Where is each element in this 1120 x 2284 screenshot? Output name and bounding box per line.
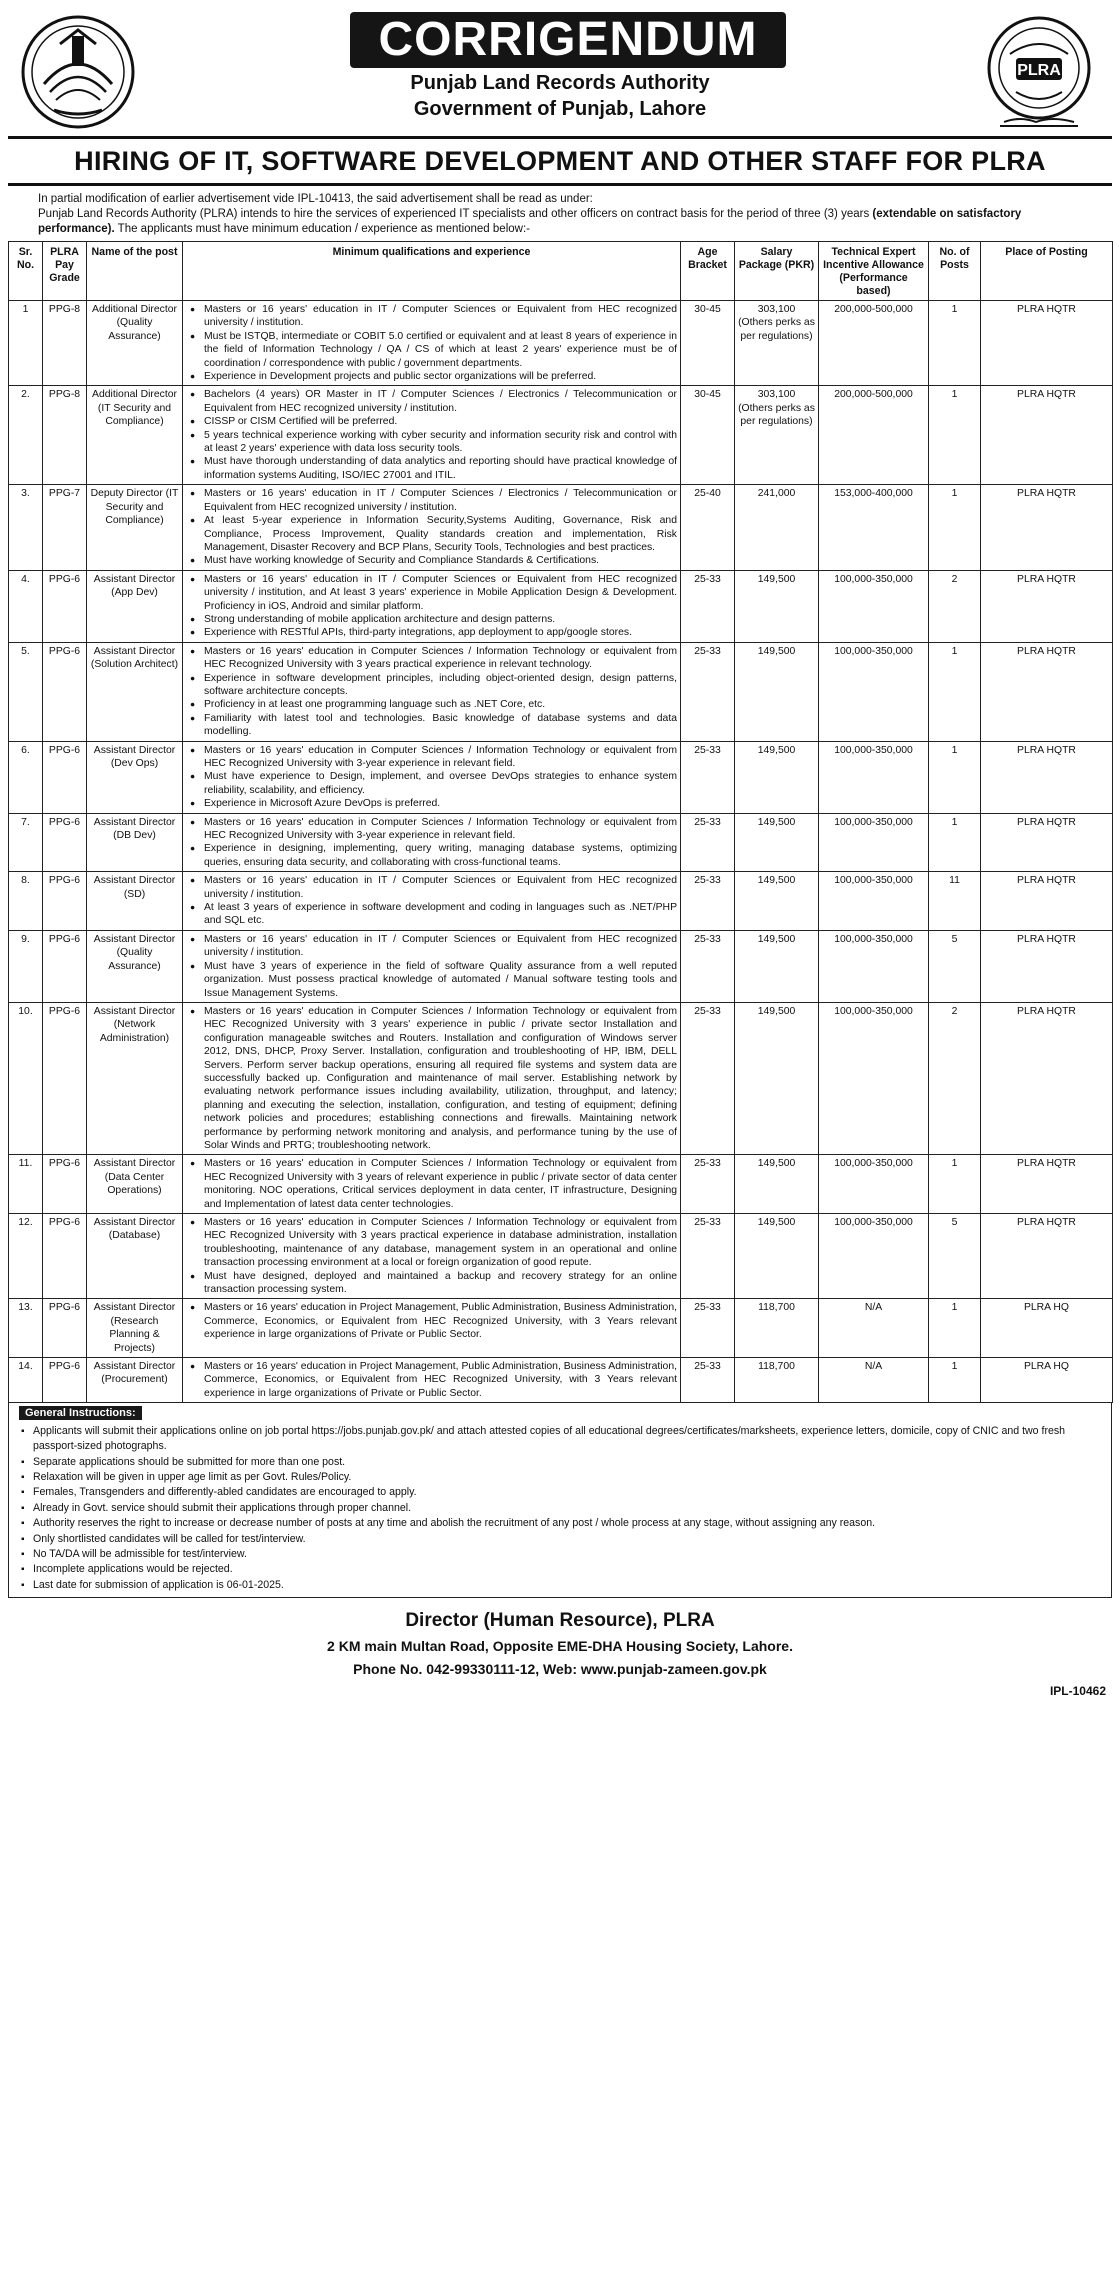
incentive-allowance: 100,000-350,000	[819, 813, 929, 872]
table-row	[9, 872, 1113, 931]
table-row	[9, 1155, 1113, 1214]
number-of-posts: 1	[929, 386, 981, 485]
incentive-allowance: 153,000-400,000	[819, 485, 929, 570]
age-bracket: 30-45	[681, 386, 735, 485]
salary-note: (Others perks as per regulations)	[738, 402, 815, 428]
qualification-item: ● Proficiency in at least one programming language such as .NET Core, etc.	[204, 698, 677, 711]
qualifications	[183, 1214, 681, 1299]
incentive-allowance: 100,000-350,000	[819, 741, 929, 813]
pay-grade: PPG-6	[43, 1358, 87, 1403]
salary-package	[735, 741, 819, 813]
salary-value: 149,500	[757, 744, 796, 756]
post-name: Assistant Director (DB Dev)	[87, 813, 183, 872]
instruction-item: ▪ Applicants will submit their applications online on job portal https://jobs.punjab.gov.pk/ and attach attested copies of all educational degrees/certificates/marksheets, experience letters, domicile, copy of CNIC and two fresh passport-sized photographs.	[33, 1424, 1105, 1455]
number-of-posts: 1	[929, 813, 981, 872]
table-row	[9, 485, 1113, 570]
post-name: Additional Director (Quality Assurance)	[87, 301, 183, 386]
instruction-item: ▪ Separate applications should be submitted for more than one post.	[33, 1455, 1105, 1470]
instruction-item: ▪ Incomplete applications would be rejected.	[33, 1562, 1105, 1577]
incentive-allowance: 200,000-500,000	[819, 301, 929, 386]
table-row	[9, 1002, 1113, 1154]
age-bracket: 25-33	[681, 1155, 735, 1214]
header-allowance: Technical Expert Incentive Allowance (Performance based)	[819, 242, 929, 301]
sr-no: 8.	[9, 872, 43, 931]
post-name: Assistant Director (App Dev)	[87, 570, 183, 642]
organization-name	[8, 70, 1112, 122]
salary-value: 149,500	[757, 645, 796, 657]
place-of-posting: PLRA HQ	[981, 1358, 1113, 1403]
qualification-item: ● Masters or 16 years' education in IT / Computer Sciences or Equivalent from HEC recognized university / institution.	[204, 933, 677, 960]
salary-package	[735, 1214, 819, 1299]
salary-value: 149,500	[757, 933, 796, 945]
qualification-item: ● Experience in software development principles, including object-oriented design, design patterns, software architecture concepts.	[204, 672, 677, 699]
incentive-allowance: 200,000-500,000	[819, 386, 929, 485]
qualifications	[183, 930, 681, 1002]
place-of-posting: PLRA HQ	[981, 1299, 1113, 1358]
sr-no: 1	[9, 301, 43, 386]
incentive-allowance: 100,000-350,000	[819, 930, 929, 1002]
qualification-item: ● At least 3 years of experience in software development and coding in languages such as .NET/PHP and SQL etc.	[204, 901, 677, 928]
place-of-posting: PLRA HQTR	[981, 386, 1113, 485]
age-bracket: 25-33	[681, 570, 735, 642]
salary-value: 149,500	[757, 1217, 796, 1228]
footer	[8, 1598, 1112, 1699]
number-of-posts: 11	[929, 872, 981, 931]
sr-no: 4.	[9, 570, 43, 642]
incentive-allowance: 100,000-350,000	[819, 1002, 929, 1154]
number-of-posts: 1	[929, 1155, 981, 1214]
table-row	[9, 1214, 1113, 1299]
org-line-2: Government of Punjab, Lahore	[413, 98, 707, 120]
qualifications	[183, 1002, 681, 1154]
table-row	[9, 813, 1113, 872]
header-grade: PLRA Pay Grade	[43, 242, 87, 301]
number-of-posts: 2	[929, 570, 981, 642]
salary-package	[735, 570, 819, 642]
qualification-item: ● Must have experience to Design, implement, and oversee DevOps strategies to enhance system reliability, scalability, and efficiency.	[204, 770, 677, 797]
number-of-posts: 5	[929, 930, 981, 1002]
header-qualifications: Minimum qualifications and experience	[183, 242, 681, 301]
qualification-item: ● Must be ISTQB, intermediate or COBIT 5.0 certified or equivalent and at least 8 years of experience in the field of Information Technology / QA / CS of which at least 2 years' experience must be of coordination / correspondence with public / government departments.	[204, 330, 677, 370]
table-row	[9, 930, 1113, 1002]
instruction-item: ▪ Authority reserves the right to increase or decrease number of posts at any time and abolish the recruitment of any post / whole process at any stage, without assigning any reason.	[33, 1516, 1105, 1531]
qualifications	[183, 301, 681, 386]
post-name: Assistant Director (Solution Architect)	[87, 642, 183, 741]
ipl-number: IPL-10462	[1049, 1684, 1106, 1699]
pay-grade: PPG-6	[43, 642, 87, 741]
intro-line-2: Punjab Land Records Authority (PLRA) intends to hire the services of experienced IT specialists and other officers on contract basis for the period of three (3) years (extendable on satisfactory performance). The applicants must have minimum education / experience as mentioned below:-	[38, 208, 1022, 235]
pay-grade: PPG-6	[43, 1299, 87, 1358]
table-row	[9, 1358, 1113, 1403]
qualifications	[183, 642, 681, 741]
post-name: Assistant Director (Research Planning & Projects)	[87, 1299, 183, 1358]
pay-grade: PPG-6	[43, 1002, 87, 1154]
sr-no: 3.	[9, 485, 43, 570]
qualification-item: ● Experience in Microsoft Azure DevOps is preferred.	[204, 797, 677, 810]
post-name: Assistant Director (Quality Assurance)	[87, 930, 183, 1002]
qualification-item: ● Masters or 16 years' education in IT / Computer Sciences / Electronics / Telecommunication or Equivalent from HEC recognized university / institution.	[204, 487, 677, 514]
number-of-posts: 5	[929, 1214, 981, 1299]
age-bracket: 30-45	[681, 301, 735, 386]
table-row	[9, 301, 1113, 386]
pay-grade: PPG-6	[43, 741, 87, 813]
place-of-posting: PLRA HQTR	[981, 930, 1113, 1002]
intro-text	[8, 186, 1112, 241]
qualification-item: ● CISSP or CISM Certified will be preferred.	[204, 415, 677, 428]
qualification-item: ● Masters or 16 years' education in Computer Sciences / Information Technology or equivalent from HEC Recognized University with 3 years practical experience in database administration, installation troubleshooting, maintenance of any database, management system in an operational and online transaction processing environment at a local or foreign organization of good repute.	[204, 1216, 677, 1270]
age-bracket: 25-33	[681, 930, 735, 1002]
qualifications	[183, 1299, 681, 1358]
qualifications	[183, 741, 681, 813]
qualifications	[183, 872, 681, 931]
sr-no: 2.	[9, 386, 43, 485]
number-of-posts: 1	[929, 1358, 981, 1403]
post-name: Assistant Director (Database)	[87, 1214, 183, 1299]
qualification-item: ● Bachelors (4 years) OR Master in IT / Computer Sciences / Electronics / Telecommunication or Equivalent from HEC recognized university / institution.	[204, 388, 677, 415]
incentive-allowance: 100,000-350,000	[819, 642, 929, 741]
salary-package	[735, 642, 819, 741]
qualification-item: ● Masters or 16 years' education in Computer Sciences / Information Technology or equivalent from HEC Recognized University with 3-year experience in relevant field.	[204, 744, 677, 771]
qualification-item: ● Masters or 16 years' education in Computer Sciences / Information Technology or equivalent from HEC Recognized University with 3-year experience in relevant field.	[204, 816, 677, 843]
qualification-item: ● Experience in Development projects and public sector organizations will be preferred.	[204, 370, 677, 383]
hiring-banner: HIRING OF IT, SOFTWARE DEVELOPMENT AND OTHER STAFF FOR PLRA	[8, 136, 1112, 186]
age-bracket: 25-33	[681, 741, 735, 813]
place-of-posting: PLRA HQTR	[981, 872, 1113, 931]
table-row	[9, 741, 1113, 813]
place-of-posting: PLRA HQTR	[981, 642, 1113, 741]
salary-value: 149,500	[757, 573, 796, 585]
incentive-allowance: 100,000-350,000	[819, 570, 929, 642]
qualification-item: ● Masters or 16 years' education in Project Management, Public Administration, Business Administration, Commerce, Economics, or Equivalent from HEC Recognized University, with 3 Years relevant experience in large organizations of Private or Public Sector.	[204, 1301, 677, 1341]
qualification-item: ● Must have designed, deployed and maintained a backup and recovery strategy for an online transaction processing system.	[204, 1270, 677, 1297]
qualification-item: ● Must have thorough understanding of data analytics and reporting should have practical knowledge of information systems Auditing, ISO/IEC 27001 and ITIL.	[204, 455, 677, 482]
plra-seal-icon	[980, 14, 1098, 132]
incentive-allowance: N/A	[819, 1358, 929, 1403]
qualifications	[183, 1155, 681, 1214]
qualification-item: ● Must have working knowledge of Security and Compliance Standards & Certifications.	[204, 554, 677, 567]
place-of-posting: PLRA HQTR	[981, 813, 1113, 872]
qualification-item: ● Masters or 16 years' education in Project Management, Public Administration, Business Administration, Commerce, Economics, or Equivalent from HEC Recognized University, with 3 Years relevant experience in large organizations of Private or Public Sector.	[204, 1360, 677, 1400]
number-of-posts: 1	[929, 642, 981, 741]
header-posts: No. of Posts	[929, 242, 981, 301]
instruction-item: ▪ Already in Govt. service should submit their applications through proper channel.	[33, 1501, 1105, 1516]
post-name: Additional Director (IT Security and Compliance)	[87, 386, 183, 485]
salary-value: 149,500	[757, 875, 796, 887]
salary-value: 303,100	[757, 304, 796, 315]
sr-no: 5.	[9, 642, 43, 741]
salary-value: 303,100	[757, 389, 796, 401]
qualifications	[183, 1358, 681, 1403]
qualifications	[183, 813, 681, 872]
table-row	[9, 1299, 1113, 1358]
qualification-item: ● Masters or 16 years' education in IT / Computer Sciences or Equivalent from HEC recognized university / institution, and At least 3 years' experience in Mobile Application Design & Development. Proficiency in iOS, Android and similar platform.	[204, 573, 677, 613]
qualification-item: ● Masters or 16 years' education in Computer Sciences / Information Technology or equivalent from HEC Recognized University with 3 years practical experience in relevant technology.	[204, 645, 677, 672]
number-of-posts: 1	[929, 485, 981, 570]
place-of-posting: PLRA HQTR	[981, 741, 1113, 813]
qualification-item: ● Experience with RESTful APIs, third-party integrations, app deployment to app/google stores.	[204, 626, 677, 639]
header-salary: Salary Package (PKR)	[735, 242, 819, 301]
instructions-list	[19, 1424, 1105, 1593]
incentive-allowance: N/A	[819, 1299, 929, 1358]
age-bracket: 25-33	[681, 872, 735, 931]
age-bracket: 25-33	[681, 813, 735, 872]
intro-line-1: In partial modification of earlier advertisement vide IPL-10413, the said advertisement shall be read as under:	[38, 193, 593, 205]
sr-no: 7.	[9, 813, 43, 872]
age-bracket: 25-33	[681, 1358, 735, 1403]
salary-package	[735, 1002, 819, 1154]
post-name: Deputy Director (IT Security and Compliance)	[87, 485, 183, 570]
salary-package	[735, 872, 819, 931]
salary-package	[735, 1299, 819, 1358]
qualification-item: ● Masters or 16 years' education in IT / Computer Sciences or Equivalent from HEC recognized university / institution.	[204, 874, 677, 901]
instruction-item: ▪ Relaxation will be given in upper age limit as per Govt. Rules/Policy.	[33, 1470, 1105, 1485]
sr-no: 14.	[9, 1358, 43, 1403]
post-name: Assistant Director (Procurement)	[87, 1358, 183, 1403]
header	[8, 8, 1112, 132]
contact-info: Phone No. 042-99330111-12, Web: www.punjab-zameen.gov.pk	[353, 1661, 767, 1678]
director-signature: Director (Human Resource), PLRA	[405, 1610, 715, 1632]
qualifications	[183, 386, 681, 485]
table-row	[9, 642, 1113, 741]
salary-package	[735, 386, 819, 485]
pay-grade: PPG-6	[43, 930, 87, 1002]
pay-grade: PPG-6	[43, 1214, 87, 1299]
incentive-allowance: 100,000-350,000	[819, 872, 929, 931]
place-of-posting: PLRA HQTR	[981, 1155, 1113, 1214]
general-instructions-title: General Instructions:	[19, 1406, 142, 1420]
org-line-1: Punjab Land Records Authority	[410, 72, 710, 94]
age-bracket: 25-33	[681, 642, 735, 741]
qualification-item: ● Experience in designing, implementing, query writing, managing database systems, optimizing queries, ensuring data security, and collaborating with cross-functional teams.	[204, 842, 677, 869]
age-bracket: 25-40	[681, 485, 735, 570]
instruction-item: ▪ Females, Transgenders and differently-abled candidates are encouraged to apply.	[33, 1485, 1105, 1500]
place-of-posting: PLRA HQTR	[981, 570, 1113, 642]
vacancy-table	[8, 241, 1113, 1403]
pay-grade: PPG-7	[43, 485, 87, 570]
sr-no: 13.	[9, 1299, 43, 1358]
post-name: Assistant Director (Dev Ops)	[87, 741, 183, 813]
qualification-item: ● Strong understanding of mobile application architecture and design patterns.	[204, 613, 677, 626]
incentive-allowance: 100,000-350,000	[819, 1214, 929, 1299]
instruction-item: ▪ Last date for submission of application is 06-01-2025.	[33, 1578, 1105, 1593]
pay-grade: PPG-6	[43, 570, 87, 642]
post-name: Assistant Director (SD)	[87, 872, 183, 931]
incentive-allowance: 100,000-350,000	[819, 1155, 929, 1214]
place-of-posting: PLRA HQTR	[981, 1002, 1113, 1154]
sr-no: 10.	[9, 1002, 43, 1154]
salary-value: 118,700	[758, 1302, 795, 1314]
salary-package	[735, 813, 819, 872]
header-age: Age Bracket	[681, 242, 735, 301]
post-name: Assistant Director (Data Center Operations)	[87, 1155, 183, 1214]
address: 2 KM main Multan Road, Opposite EME-DHA Housing Society, Lahore.	[327, 1638, 793, 1655]
salary-package	[735, 1155, 819, 1214]
svg-text:PLRA: PLRA	[1017, 62, 1061, 79]
sr-no: 9.	[9, 930, 43, 1002]
qualification-item: ● Masters or 16 years' education in Computer Sciences / Information Technology or equivalent from HEC Recognized University with 3 years of relevant experience in public / private sector of data center monitoring. NOC operations, Critical services deployment in data center, IT infrastructure, Designing and Implementation of latest data center technologies.	[204, 1157, 677, 1211]
age-bracket: 25-33	[681, 1002, 735, 1154]
general-instructions	[8, 1403, 1112, 1598]
qualification-item: ● Must have 3 years of experience in the field of software Quality assurance from a well reputed organization. Must possess practical knowledge of automated / Manual software testing tools and Issue Management Systems.	[204, 960, 677, 1000]
number-of-posts: 2	[929, 1002, 981, 1154]
number-of-posts: 1	[929, 741, 981, 813]
salary-value: 149,500	[757, 1005, 796, 1017]
pay-grade: PPG-6	[43, 872, 87, 931]
pay-grade: PPG-6	[43, 813, 87, 872]
table-row	[9, 570, 1113, 642]
corrigendum-title: CORRIGENDUM	[350, 12, 786, 68]
instruction-item: ▪ Only shortlisted candidates will be called for test/interview.	[33, 1532, 1105, 1547]
sr-no: 6.	[9, 741, 43, 813]
age-bracket: 25-33	[681, 1299, 735, 1358]
salary-package	[735, 1358, 819, 1403]
number-of-posts: 1	[929, 301, 981, 386]
table-body	[9, 301, 1113, 1403]
qualifications	[183, 485, 681, 570]
header-place: Place of Posting	[981, 242, 1113, 301]
salary-note: (Others perks as per regulations)	[738, 317, 815, 342]
age-bracket: 25-33	[681, 1214, 735, 1299]
qualification-item: ● At least 5-year experience in Information Security,Systems Auditing, Governance, Risk and Compliance, Process Improvement, Quality standards creation and implementation, Risk Management, Disaster Recovery and BCP Plans, Security Tools, Technologies and best practices.	[204, 514, 677, 554]
place-of-posting: PLRA HQTR	[981, 301, 1113, 386]
qualification-item: ● Masters or 16 years' education in Computer Sciences / Information Technology or equivalent from HEC Recognized University with 3 years' experience in public / private sector Installation and configuration manageable switches and Routers. Installation and configuration of Windows server 2012, DNS, DHCP, Proxy Server. Installation, configuration and troubleshooting of HP, IBM, DELL Servers. Perform server backup operations, ensuring all required file systems and system data are successfully backed up. Configuration and maintenance of mail server. Establishing network by evaluating network performance issues including availability, utilization, throughput, and latency; planning and executing the selection, installation, configuration, and testing of equipment; defining network policies and procedures; establishing connections and firewalls. Maintaining network performance by performing network monitoring and analysis, and performance tuning by the use of Solar Winds and PRTG; troubleshooting network.	[204, 1005, 677, 1152]
salary-value: 118,700	[758, 1361, 795, 1373]
number-of-posts: 1	[929, 1299, 981, 1358]
sr-no: 12.	[9, 1214, 43, 1299]
qualification-item: ● Masters or 16 years' education in IT / Computer Sciences or Equivalent from HEC recognized university / institution.	[204, 303, 677, 330]
header-sr: Sr. No.	[9, 242, 43, 301]
place-of-posting: PLRA HQTR	[981, 1214, 1113, 1299]
qualifications	[183, 570, 681, 642]
header-post: Name of the post	[87, 242, 183, 301]
pay-grade: PPG-6	[43, 1155, 87, 1214]
salary-value: 149,500	[757, 1158, 796, 1170]
qualification-item: ● 5 years technical experience working with cyber security and information security risk and control with at least 2 years' experience with data loss security tools.	[204, 429, 677, 456]
table-header-row	[9, 242, 1113, 301]
salary-package	[735, 485, 819, 570]
table-row	[9, 386, 1113, 485]
place-of-posting: PLRA HQTR	[981, 485, 1113, 570]
post-name: Assistant Director (Network Administration)	[87, 1002, 183, 1154]
pay-grade: PPG-8	[43, 301, 87, 386]
salary-value: 149,500	[757, 816, 796, 828]
pay-grade: PPG-8	[43, 386, 87, 485]
qualification-item: ● Familiarity with latest tool and technologies. Basic knowledge of database systems and data modelling.	[204, 712, 677, 739]
sr-no: 11.	[9, 1155, 43, 1214]
instruction-item: ▪ No TA/DA will be admissible for test/interview.	[33, 1547, 1105, 1562]
salary-package	[735, 301, 819, 386]
salary-package	[735, 930, 819, 1002]
salary-value: 241,000	[757, 488, 796, 500]
